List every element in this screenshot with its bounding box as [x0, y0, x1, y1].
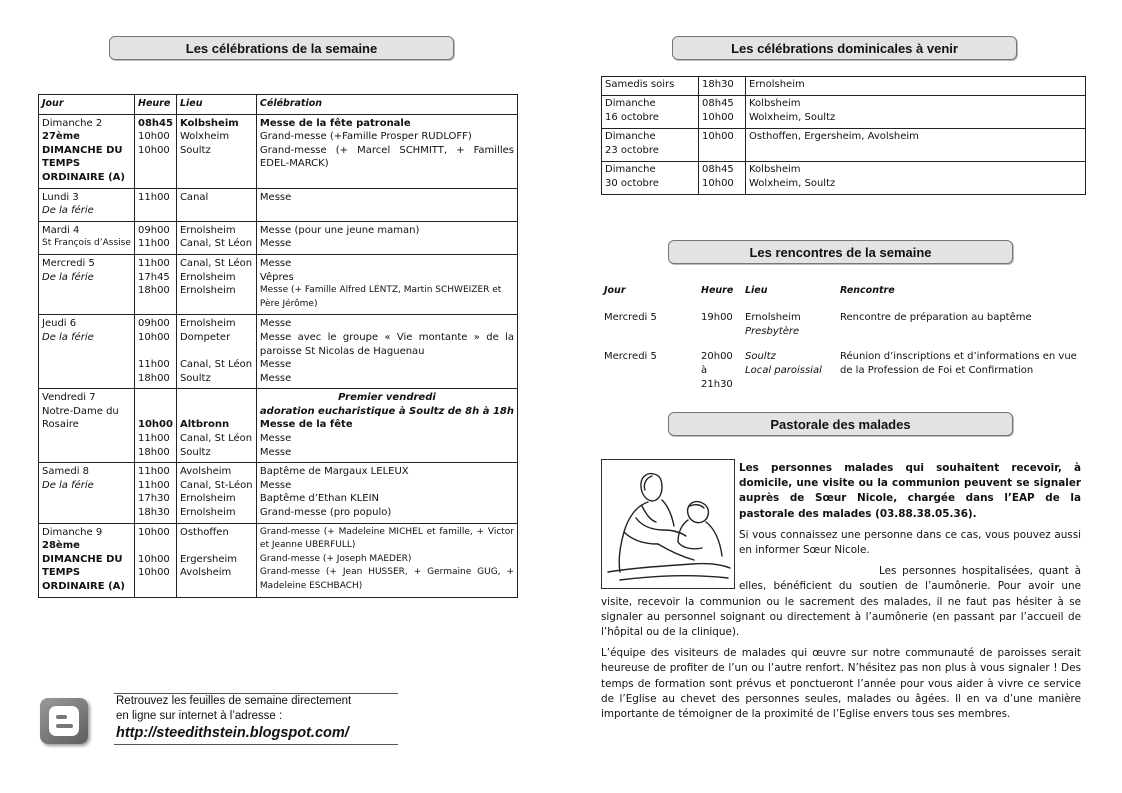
row-place: Osthoffen, Ergersheim, Avolsheim: [749, 131, 919, 142]
row-day: Mercredi 5: [42, 257, 95, 269]
row-celebration: Messe: [259, 359, 292, 371]
row-time: 10h00: [138, 553, 170, 565]
row-time: 18h00: [138, 372, 170, 384]
row-day-detail: De la férie: [42, 479, 94, 491]
pastoral-paragraph: Les personnes malades qui souhaitent recevoir, à domicile, une visite ou la communion peuvent se signaler auprès de Sœur Nicole, chargée dans l’EAP de la pastorale des malades (03.88.38.05.36).: [739, 462, 1081, 520]
row-note: Premier vendredi: [338, 392, 436, 404]
header-time: Heure: [135, 95, 177, 115]
row-time: 09h00: [138, 318, 170, 330]
row-celebration: Baptême de Margaux LELEUX: [259, 466, 409, 478]
row-date: 23 octobre: [605, 145, 659, 156]
row-day: Mardi 4: [42, 224, 80, 236]
row-day: Vendredi 7: [42, 392, 96, 404]
row-place: Wolxheim, Soultz: [749, 112, 836, 123]
row-time: 10h00: [702, 112, 734, 123]
table-row: [39, 389, 518, 463]
row-celebration: Messe de la fête: [259, 419, 353, 431]
pastoral-paragraph: Si vous connaissez une personne dans ce cas, vous pouvez aussi en informer Sœur Nicole.: [739, 528, 1081, 557]
row-time: 18h30: [702, 79, 734, 90]
row-celebration: Grand-messe (+ Jean HUSSER, + Germaine GUG, + Madeleine ESCHBACH): [259, 567, 514, 591]
row-place: Avolsheim: [179, 567, 232, 579]
row-celebration: Messe: [259, 238, 292, 250]
table-row: [601, 311, 1083, 350]
row-day-detail: 27ème DIMANCHE DU TEMPS ORDINAIRE (A): [42, 131, 125, 183]
row-time: 21h30: [701, 379, 733, 390]
header-day: Jour: [604, 285, 626, 296]
row-time: 11h00: [138, 257, 170, 269]
row-celebration: Messe: [259, 257, 292, 269]
row-place: Ernolsheim: [179, 285, 236, 297]
row-celebration: Messe: [259, 479, 292, 491]
meetings-table: [601, 284, 1083, 403]
row-day-detail: Notre-Dame du Rosaire: [42, 405, 119, 431]
blogger-icon: [40, 698, 88, 744]
row-celebration: Messe de la fête patronale: [259, 117, 411, 129]
row-time: 19h00: [701, 312, 733, 323]
row-time: 11h00: [138, 359, 170, 371]
sunday-celebrations-title: Les célébrations dominicales à venir: [672, 36, 1017, 60]
row-place: Canal, St Léon: [179, 433, 253, 445]
table-header-row: [601, 284, 1083, 311]
row-place: Avolsheim: [179, 466, 232, 478]
table-row: [602, 96, 1086, 129]
row-place: Altbronn: [179, 419, 230, 431]
row-date: 30 octobre: [605, 178, 659, 189]
row-celebration: Messe: [259, 433, 292, 445]
row-time: 09h00: [138, 224, 170, 236]
pastoral-paragraph: Les personnes hospitalisées, quant à elles, bénéficient du soutien de l’aumônerie. Pour avoir une visite, recevoir la communion ou le sacrement des malades, il ne faut pas hésiter à se signaler au personnel soignant ou directement à l’aumônerie (en passant par l’accueil de l’hôpital ou de la clinique).: [601, 565, 1081, 639]
row-place: Kolbsheim: [179, 117, 239, 129]
row-day-detail: De la férie: [42, 331, 94, 343]
table-row: [39, 523, 518, 597]
row-place: Wolxheim, Soultz: [749, 178, 836, 189]
row-time: 10h00: [702, 131, 734, 142]
row-celebration: Grand-messe (+ Madeleine MICHEL et famille, + Victor et Jeanne UBERFULL): [259, 526, 514, 551]
right-page: [561, 0, 1122, 793]
row-day: Dimanche 2: [42, 117, 103, 129]
row-celebration: Messe avec le groupe « Vie montante » de la paroisse St Nicolas de Haguenau: [259, 331, 514, 357]
table-row: [39, 114, 518, 188]
row-celebration: Messe: [259, 318, 292, 330]
row-place: Canal, St-Léon: [179, 479, 253, 491]
row-celebration: Grand-messe (+ Joseph MAEDER): [259, 553, 412, 564]
row-day: Samedi 8: [42, 466, 90, 478]
row-place: Soultz: [745, 351, 776, 362]
row-place: Soultz: [179, 144, 211, 156]
row-date: 16 octobre: [605, 112, 659, 123]
row-place: Kolbsheim: [749, 164, 801, 175]
row-time: 08h45: [702, 164, 734, 175]
row-day: Jeudi 6: [42, 318, 77, 330]
row-place-detail: Presbytère: [745, 326, 800, 337]
row-time: 08h45: [138, 117, 173, 129]
table-row: [601, 350, 1083, 403]
row-time: 11h00: [138, 433, 170, 445]
row-place: Canal, St Léon: [179, 257, 253, 269]
header-celebration: Célébration: [256, 95, 517, 115]
row-celebration: Messe (pour une jeune maman): [259, 224, 420, 236]
row-place: Soultz: [179, 372, 211, 384]
row-place: Canal, St Léon: [179, 359, 253, 371]
row-time: 20h00: [701, 351, 733, 362]
table-row: [39, 188, 518, 221]
row-time: 18h00: [138, 285, 170, 297]
row-day: Dimanche: [605, 131, 656, 142]
row-celebration: Messe (+ Famille Alfred LENTZ, Martin SCHWEIZER et Père Jérôme): [259, 285, 502, 309]
row-day: Dimanche: [605, 98, 656, 109]
row-celebration: Messe: [259, 191, 292, 203]
row-day: Mercredi 5: [604, 351, 657, 362]
row-time: 10h00: [138, 419, 173, 431]
header-time: Heure: [701, 285, 734, 296]
row-place: Osthoffen: [179, 526, 229, 538]
table-row: [602, 77, 1086, 96]
row-day-detail: De la férie: [42, 205, 94, 217]
row-celebration: Grand-messe (pro populo): [259, 507, 392, 519]
row-place: Canal, St Léon: [179, 238, 253, 250]
row-place: Ernolsheim: [179, 493, 236, 505]
row-day: Mercredi 5: [604, 312, 657, 323]
row-time: 11h00: [138, 238, 170, 250]
row-time: 08h45: [702, 98, 734, 109]
row-place: Ernolsheim: [745, 312, 801, 323]
week-celebrations-table: [38, 94, 518, 598]
row-place: Ernolsheim: [179, 318, 236, 330]
row-time: 11h00: [138, 466, 170, 478]
table-row: [39, 315, 518, 389]
row-day-detail: St François d’Assise: [42, 238, 131, 249]
row-time: 18h00: [138, 446, 170, 458]
row-place: Canal: [179, 191, 209, 203]
row-day: Samedis soirs: [605, 79, 675, 90]
table-row: [39, 463, 518, 523]
blog-url-link[interactable]: http://steedithstein.blogspot.com/: [116, 725, 349, 741]
row-time: 10h00: [702, 178, 734, 189]
row-time: 10h00: [138, 526, 170, 538]
row-time: 17h45: [138, 271, 170, 283]
table-row: [602, 129, 1086, 162]
row-time: à: [701, 365, 708, 376]
row-meeting: Rencontre de préparation au baptême: [840, 312, 1032, 323]
row-place: Soultz: [179, 446, 211, 458]
week-celebrations-title: Les célébrations de la semaine: [109, 36, 454, 60]
row-day: Dimanche: [605, 164, 656, 175]
row-place: Ernolsheim: [179, 507, 236, 519]
pastoral-title: Pastorale des malades: [668, 412, 1013, 436]
row-celebration: Messe: [259, 446, 292, 458]
row-meeting: Réunion d’inscriptions et d’informations en vue de la Profession de Foi et Confirmation: [840, 351, 1077, 376]
row-time: 11h00: [138, 191, 170, 203]
row-place: Kolbsheim: [749, 98, 801, 109]
row-celebration: Grand-messe (+ Marcel SCHMITT, + Familles EDEL-MARCK): [259, 144, 514, 170]
pastoral-text: [601, 461, 1081, 728]
row-day-detail: De la férie: [42, 271, 94, 283]
row-time: 11h00: [138, 479, 170, 491]
row-place: Dompeter: [179, 331, 231, 343]
blog-line-2: en ligne sur internet à l’adresse :: [116, 710, 283, 722]
row-celebration: Baptême d’Ethan KLEIN: [259, 493, 380, 505]
table-row: [602, 162, 1086, 195]
row-time: 10h00: [138, 567, 170, 579]
pastoral-paragraph: L’équipe des visiteurs de malades qui œuvre sur notre communauté de paroisses serait heureuse de profiter de l’un ou l’autre renfort. N’hésitez pas non plus à vous signaler ! Des temps de formation sont prévus et ponctueront l’année pour vous aider à vivre ce service de l’Eglise au chevet des personnes seules, malades ou âgées. Il en va d’une manière importante de témoigner de la proximité de l’Eglise envers tous ses membres.: [601, 647, 1081, 721]
header-meeting: Rencontre: [840, 285, 895, 296]
sunday-celebrations-table: [601, 76, 1086, 195]
row-note: adoration eucharistique à Soultz de 8h à 18h: [259, 405, 514, 417]
header-day: Jour: [39, 95, 135, 115]
row-time: 10h00: [138, 144, 170, 156]
row-time: 17h30: [138, 493, 170, 505]
row-day: Lundi 3: [42, 191, 79, 203]
row-place-detail: Local paroissial: [745, 365, 822, 376]
row-place: Wolxheim: [179, 131, 230, 143]
row-celebration: Vêpres: [259, 271, 294, 283]
row-time: 10h00: [138, 331, 170, 343]
row-day-detail: 28ème DIMANCHE DU TEMPS ORDINAIRE (A): [42, 540, 125, 592]
table-header-row: [39, 95, 518, 115]
row-celebration: Grand-messe (+Famille Prosper RUDLOFF): [259, 131, 472, 143]
row-place: Ernolsheim: [179, 271, 236, 283]
row-celebration: Messe: [259, 372, 292, 384]
blog-footer: [38, 693, 400, 745]
blog-line-1: Retrouvez les feuilles de semaine directement: [116, 695, 352, 707]
header-place: Lieu: [176, 95, 256, 115]
row-place: Ernolsheim: [749, 79, 805, 90]
row-time: 10h00: [138, 131, 170, 143]
table-row: [39, 254, 518, 314]
table-row: [39, 221, 518, 254]
row-time: 18h30: [138, 507, 170, 519]
header-place: Lieu: [745, 285, 768, 296]
row-day: Dimanche 9: [42, 526, 103, 538]
row-place: Ergersheim: [179, 553, 238, 565]
meetings-title: Les rencontres de la semaine: [668, 240, 1013, 264]
row-place: Ernolsheim: [179, 224, 236, 236]
